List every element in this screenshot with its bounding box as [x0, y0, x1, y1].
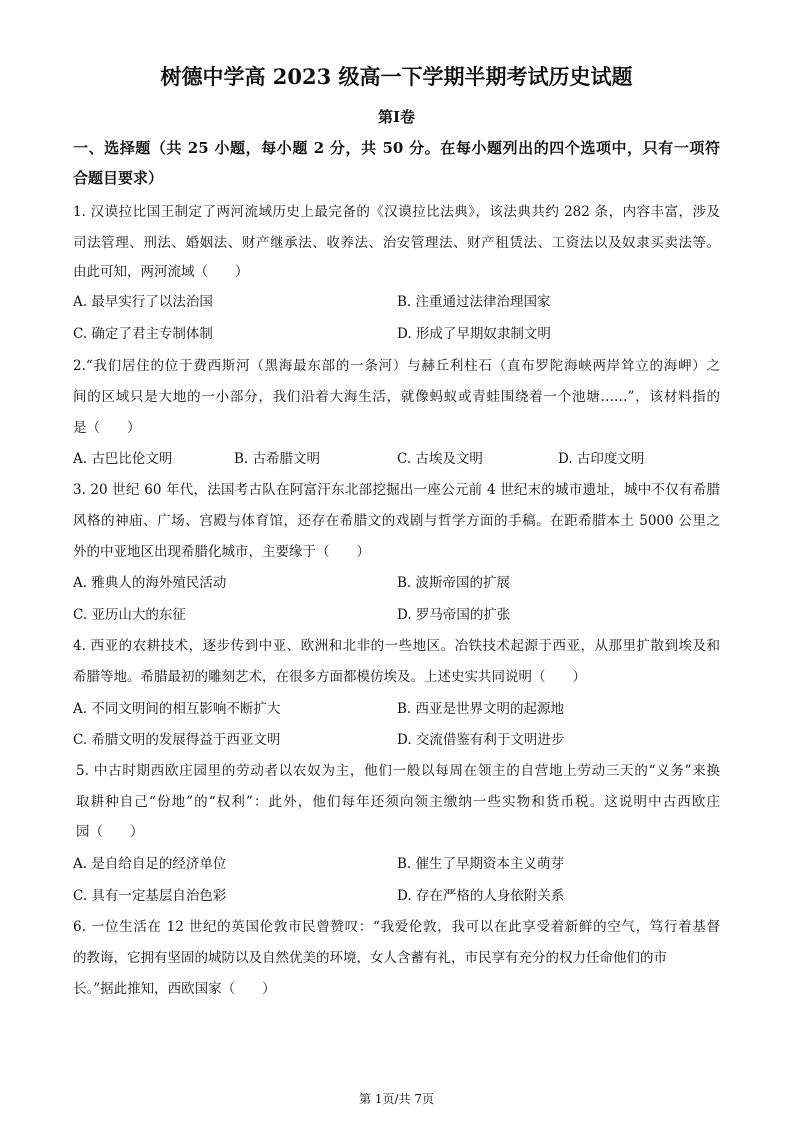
question-1-option-b: B. 注重通过法律治理国家 [397, 294, 551, 310]
question-3-option-a: A. 雅典人的海外殖民活动 [73, 575, 227, 591]
question-5-line-2: 取耕种自己“份地”的“权利”：此外，他们每年还须向领主缴纳一些实物和货币税。这说明中古西欧庄 [76, 794, 720, 810]
page-number-footer: 第 1页/共 7页 [359, 1092, 434, 1106]
question-5-line-3: 园（ ） [76, 824, 144, 840]
section-heading-line-1: 一、选择题（共 25 小题，每小题 2 分，共 50 分。在每小题列出的四个选项中，只有一项符 [73, 139, 720, 157]
question-6-line-2: 的教诲，它拥有坚固的城防以及自然优美的环境，女人含蓄有礼，市民享有充分的权力任命他们的市 [73, 950, 667, 966]
question-5-option-d: D. 存在严格的人身依附关系 [397, 888, 565, 904]
question-2-line-2: 间的区域只是大地的一小部分，我们沿着大海生活，就像蚂蚁或青蛙围绕着一个池塘……”，该材料指的 [73, 389, 720, 405]
question-4-line-1: 4. 西亚的农耕技术，逐步传到中亚、欧洲和北非的一些地区。冶铁技术起源于西亚，从那里扩散到埃及和 [73, 638, 720, 654]
question-3-option-b: B. 波斯帝国的扩展 [397, 575, 511, 591]
question-2-line-3: 是（ ） [73, 420, 141, 436]
question-3-line-2: 风格的神庙、广场、宫殿与体育馆，还存在希腊文的戏剧与哲学方面的手稿。在距希腊本土 5000 公里之 [73, 513, 720, 529]
question-2-line-1: 2.“我们居住的位于费西斯河（黑海最东部的一条河）与赫丘利柱石（直布罗陀海峡两岸耸立的海岬）之 [73, 358, 720, 374]
question-6-line-3: 长。”据此推知，西欧国家（ ） [73, 981, 276, 997]
question-4-option-c: C. 希腊文明的发展得益于西亚文明 [73, 732, 281, 748]
question-2-option-a: A. 古巴比伦文明 [73, 451, 173, 467]
question-1-option-a: A. 最早实行了以法治国 [73, 294, 213, 310]
question-5-option-b: B. 催生了早期资本主义萌芽 [397, 856, 565, 872]
question-2-option-c: C. 古埃及文明 [397, 451, 483, 467]
question-2-option-d: D. 古印度文明 [558, 451, 645, 467]
section-heading-line-2: 合题目要求） [73, 169, 164, 187]
question-4-option-a: A. 不同文明间的相互影响不断扩大 [73, 701, 281, 717]
question-2-option-b: B. 古希腊文明 [234, 451, 321, 467]
volume-heading: 第Ⅰ卷 [377, 108, 416, 126]
exam-title: 树德中学高 2023 级高一下学期半期考试历史试题 [160, 64, 633, 89]
question-6-line-1: 6. 一位生活在 12 世纪的英国伦敦市民曾赞叹：“我爱伦敦，我可以在此享受着新鲜的空气，笃行着基督 [73, 919, 720, 935]
question-4-option-b: B. 西亚是世界文明的起源地 [397, 701, 565, 717]
question-3-option-d: D. 罗马帝国的扩张 [397, 607, 511, 623]
question-1-line-2: 司法管理、刑法、婚姻法、财产继承法、收养法、治安管理法、财产租赁法、工资法以及奴隶买卖法等。 [73, 235, 720, 251]
question-4-option-d: D. 交流借鉴有利于文明进步 [397, 732, 565, 748]
question-5-option-a: A. 是自给自足的经济单位 [73, 856, 227, 872]
question-1-line-3: 由此可知，两河流域（ ） [73, 264, 249, 280]
question-3-line-3: 外的中亚地区出现希腊化城市，主要缘于（ ） [73, 544, 370, 560]
question-1-option-c: C. 确定了君主专制体制 [73, 326, 213, 342]
question-4-line-2: 希腊等地。希腊最初的雕刻艺术，在很多方面都模仿埃及。上述史实共同说明（ ） [73, 669, 586, 685]
question-1-option-d: D. 形成了早期奴隶制文明 [397, 326, 551, 342]
question-5-line-1: 5. 中古时期西欧庄园里的劳动者以农奴为主，他们一般以每周在领主的自营地上劳动三天的“义务”来换 [76, 763, 720, 779]
question-3-line-1: 3. 20 世纪 60 年代，法国考古队在阿富汗东北部挖掘出一座公元前 4 世纪末的城市遗址，城中不仅有希腊 [73, 482, 720, 498]
question-5-option-c: C. 具有一定基层自治色彩 [73, 888, 227, 904]
question-3-option-c: C. 亚历山大的东征 [73, 607, 186, 623]
question-1-line-1: 1. 汉谟拉比国王制定了两河流域历史上最完备的《汉谟拉比法典》，该法典共约 282 条，内容丰富，涉及 [73, 204, 720, 220]
